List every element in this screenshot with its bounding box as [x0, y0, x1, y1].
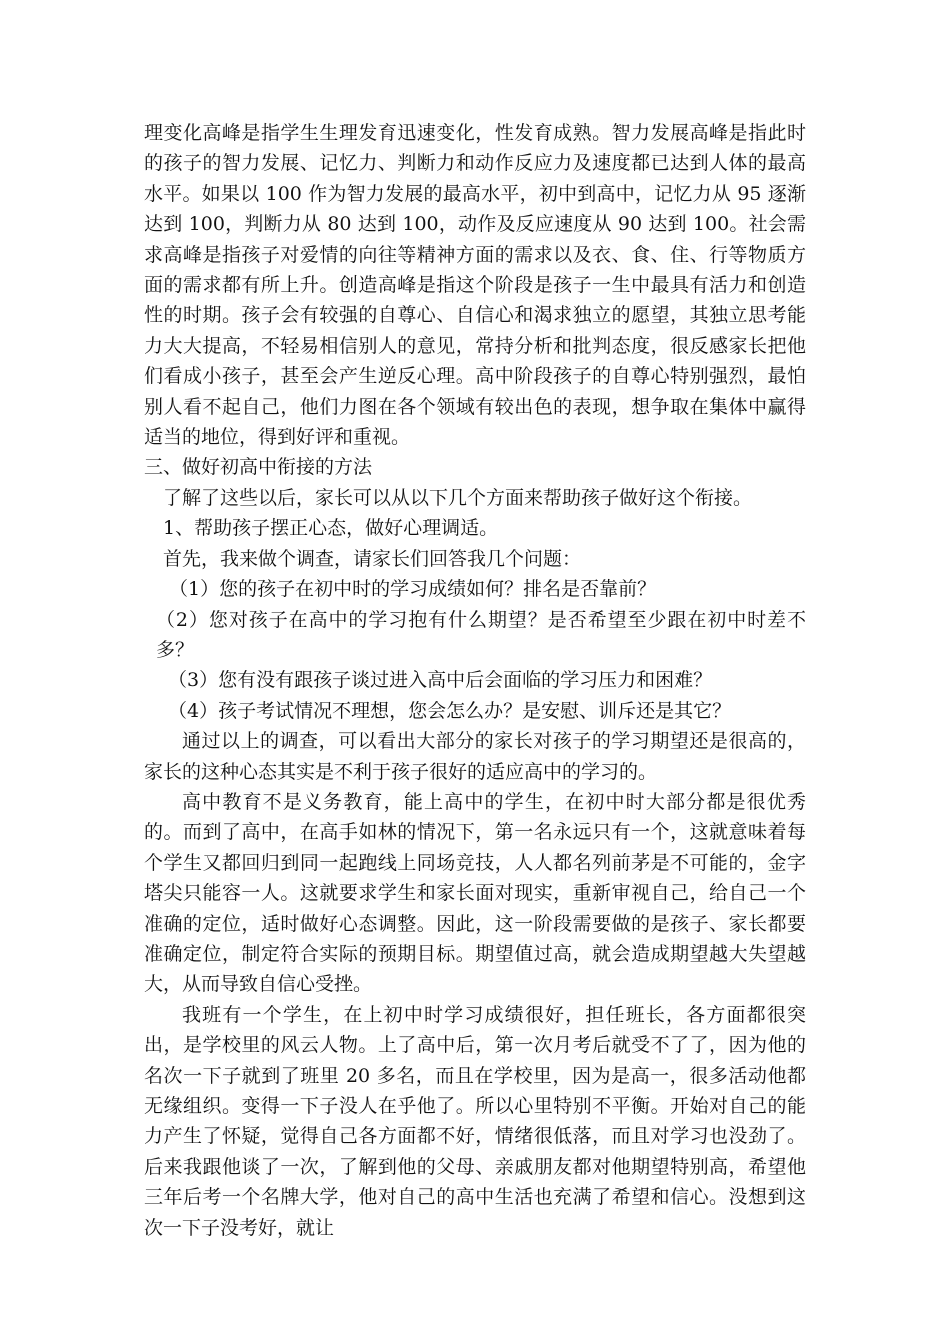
paragraph-survey-intro: 首先，我来做个调查，请家长们回答我几个问题： [163, 547, 582, 570]
paragraph-development-peaks: 理变化高峰是指学生生理发育迅速变化，性发育成熟。智力发展高峰是指此时的孩子的智力发展、记忆力、判断力和动作反应力及速度都已达到人体的最高水平。如果以 100 作为智力发展的最高水平，初中到高中，记忆力从 95 逐渐达到 100，判断力从 80 达到 100，动作及反应速度从 90 达到 100。社会需求高峰是指孩子对爱情的向往等精神方面的需求以及衣、食、住、行等物质方面的需求都有所上升。创造高峰是指这个阶段是孩子一生中最具有活力和创造性的时期。孩子会有较强的自尊心、自信心和渴求独立的愿望，其独立思考能力大大提高，不轻易相信别人的意见，常持分析和批判态度，很反感家长把他们看成小孩子，甚至会产生逆反心理。高中阶段孩子的自尊心特别强烈，最怕别人看不起自己，他们力图在各个领域有较出色的表现，想争取在集体中赢得适当的地位，得到好评和重视。 [144, 122, 806, 449]
subheading-mindset: 1、帮助孩子摆正心态，做好心理调适。 [163, 517, 499, 540]
paragraph-high-school-education: 高中教育不是义务教育，能上高中的学生，在初中时大部分都是很优秀的。而到了高中，在高手如林的情况下，第一名永远只有一个，这就意味着每个学生又都回归到同一起跑线上同场竞技，人人都名列前茅是不可能的，金字塔尖只能容一人。这就要求学生和家长面对现实，重新审视自己，给自己一个准确的定位，适时做好心态调整。因此，这一阶段需要做的是孩子、家长都要准确定位，制定符合实际的预期目标。期望值过高，就会造成期望越大失望越大，从而导致自信心受挫。 [144, 790, 806, 996]
paragraph-survey-conclusion: 通过以上的调查，可以看出大部分的家长对孩子的学习期望还是很高的，家长的这种心态其实是不利于孩子很好的适应高中的学习的。 [144, 730, 806, 783]
section-heading-methods: 三、做好初高中衔接的方法 [144, 456, 373, 479]
survey-question-2: （2）您对孩子在高中的学习抱有什么期望？是否希望至少跟在初中时差不多？ [156, 608, 806, 661]
paragraph-student-example: 我班有一个学生，在上初中时学习成绩很好，担任班长，各方面都很突出，是学校里的风云人物。上了高中后，第一次月考后就受不了了，因为他的名次一下子就到了班里 20 多名，而且在学校里，因为是高一，很多活动他都无缘组织。变得一下子没人在乎他了。所以心里特别不平衡。开始对自己的能力产生了怀疑，觉得自己各方面都不好，情绪很低落，而且对学习也没劲了。后来我跟他谈了一次，了解到他的父母、亲戚朋友都对他期望特别高，希望他三年后考一个名牌大学，他对自己的高中生活也充满了希望和信心。没想到这次一下子没考好，就让 [144, 1003, 806, 1239]
paragraph-intro-methods: 了解了这些以后，家长可以从以下几个方面来帮助孩子做好这个衔接。 [163, 486, 753, 509]
survey-question-4: （4）孩子考试情况不理想，您会怎么办？是安慰、训斥还是其它？ [168, 699, 732, 722]
survey-question-1: （1）您的孩子在初中时的学习成绩如何？排名是否靠前？ [169, 578, 657, 601]
document-body [144, 118, 806, 1243]
survey-question-3: （3）您有没有跟孩子谈过进入高中后会面临的学习压力和困难？ [168, 669, 713, 692]
